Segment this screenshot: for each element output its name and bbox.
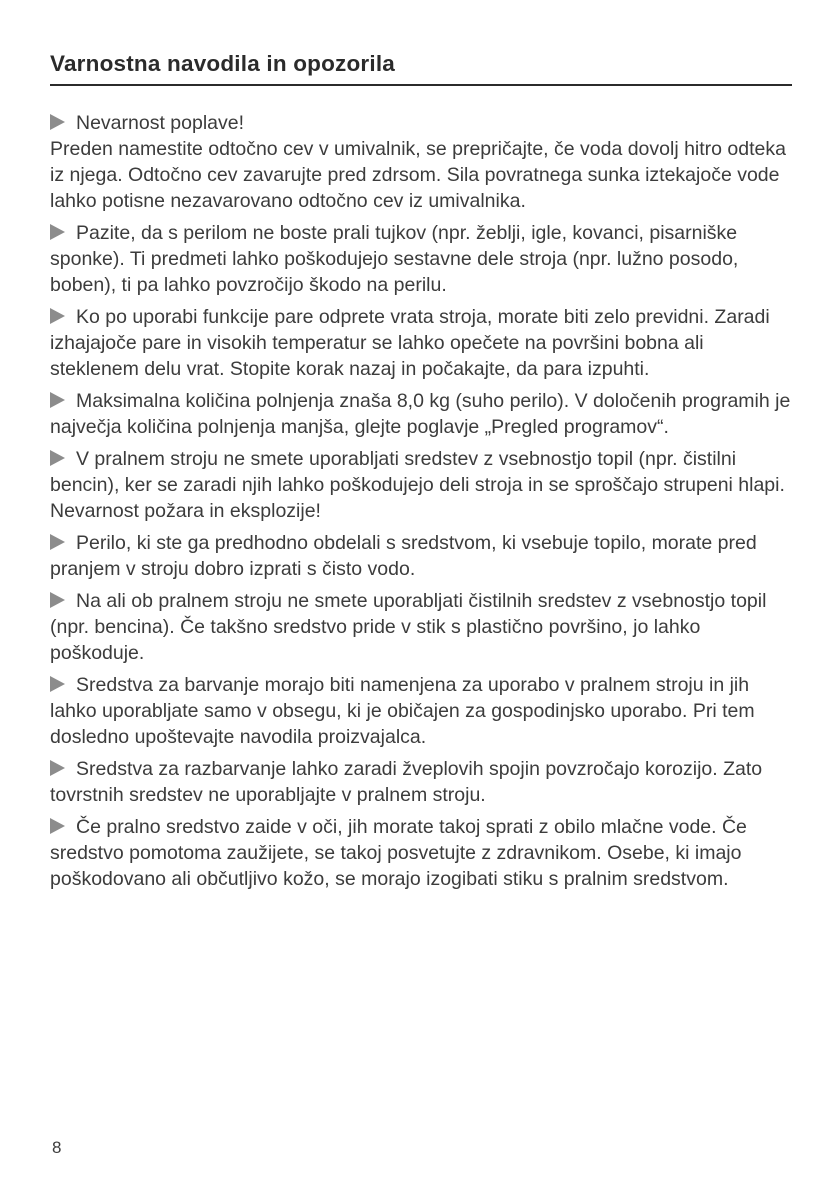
bullet-triangle-icon [50,760,65,776]
bullet-triangle-icon [50,818,65,834]
warning-item [50,304,794,382]
warning-text: Na ali ob pralnem stroju ne smete uporabljati čistilnih sredstev z vsebnostjo topil (npr. bencina). Če takšno sredstvo pride v stik s plastično površino, jo lahko poškoduje. [50,590,767,664]
page-number: 8 [52,1138,62,1157]
warning-text: V pralnem stroju ne smete uporabljati sredstev z vsebnostjo topil (npr. čistilni bencin), ker se zaradi njih lahko poškodujejo deli stroja in se sproščajo strupeni hlapi. Nevarnost požara in eksplozije! [50,448,785,522]
warning-item [50,814,794,892]
page-title: Varnostna navodila in opozorila [50,51,396,76]
warning-item [50,388,794,440]
warning-item [50,110,794,214]
bullet-triangle-icon [50,224,65,240]
title-rule [50,84,792,86]
warning-text: Sredstva za razbarvanje lahko zaradi žveplovih spojin povzročajo korozijo. Zato tovrstnih sredstev ne uporabljajte v pralnem stroju. [50,758,763,806]
warning-text: Sredstva za barvanje morajo biti namenjena za uporabo v pralnem stroju in jih lahko uporabljate samo v obsegu, ki je običajen za gospodinjsko uporabo. Pri tem dosledno upoštevajte navodila proizvajalca. [50,674,755,748]
safety-instructions-list [50,110,794,892]
warning-item [50,588,794,666]
bullet-triangle-icon [50,534,65,550]
bullet-triangle-icon [50,676,65,692]
warning-item [50,220,794,298]
warning-item [50,672,794,750]
bullet-triangle-icon [50,450,65,466]
warning-text: Preden namestite odtočno cev v umivalnik, se prepričajte, če voda dovolj hitro odteka iz njega. Odtočno cev zavarujte pred zdrsom. Sila povratnega sunka iztekajoče vode lahko potisne nezavarovano odtočno cev iz umivalnika. [50,138,786,212]
warning-item [50,530,794,582]
bullet-triangle-icon [50,592,65,608]
bullet-triangle-icon [50,114,65,130]
warning-item [50,446,794,524]
bullet-triangle-icon [50,308,65,324]
warning-text: Če pralno sredstvo zaide v oči, jih morate takoj sprati z obilo mlačne vode. Če sredstvo pomotoma zaužijete, se takoj posvetujte z zdravnikom. Osebe, ki imajo poškodovano ali občutljivo kožo, se morajo izogibati stiku s pralnim sredstvom. [50,816,747,890]
warning-item [50,756,794,808]
warning-text: Maksimalna količina polnjenja znaša 8,0 kg (suho perilo). V določenih programih je največja količina polnjenja manjša, glejte poglavje „Pregled programov“. [50,390,791,438]
warning-lead: Nevarnost poplave! [76,112,245,134]
warning-text: Ko po uporabi funkcije pare odprete vrata stroja, morate biti zelo previdni. Zaradi izhajajoče pare in visokih temperatur se lahko opečete na površini bobna ali steklenem delu vrat. Stopite korak nazaj in počakajte, da para izpuhti. [50,306,770,380]
warning-text: Pazite, da s perilom ne boste prali tujkov (npr. žeblji, igle, kovanci, pisarniške sponke). Ti predmeti lahko poškodujejo sestavne dele stroja (npr. lužno posodo, boben), ti pa lahko povzročijo škodo na perilu. [50,222,739,296]
bullet-triangle-icon [50,392,65,408]
warning-text: Perilo, ki ste ga predhodno obdelali s sredstvom, ki vsebuje topilo, morate pred pranjem v stroju dobro izprati s čisto vodo. [50,532,757,580]
